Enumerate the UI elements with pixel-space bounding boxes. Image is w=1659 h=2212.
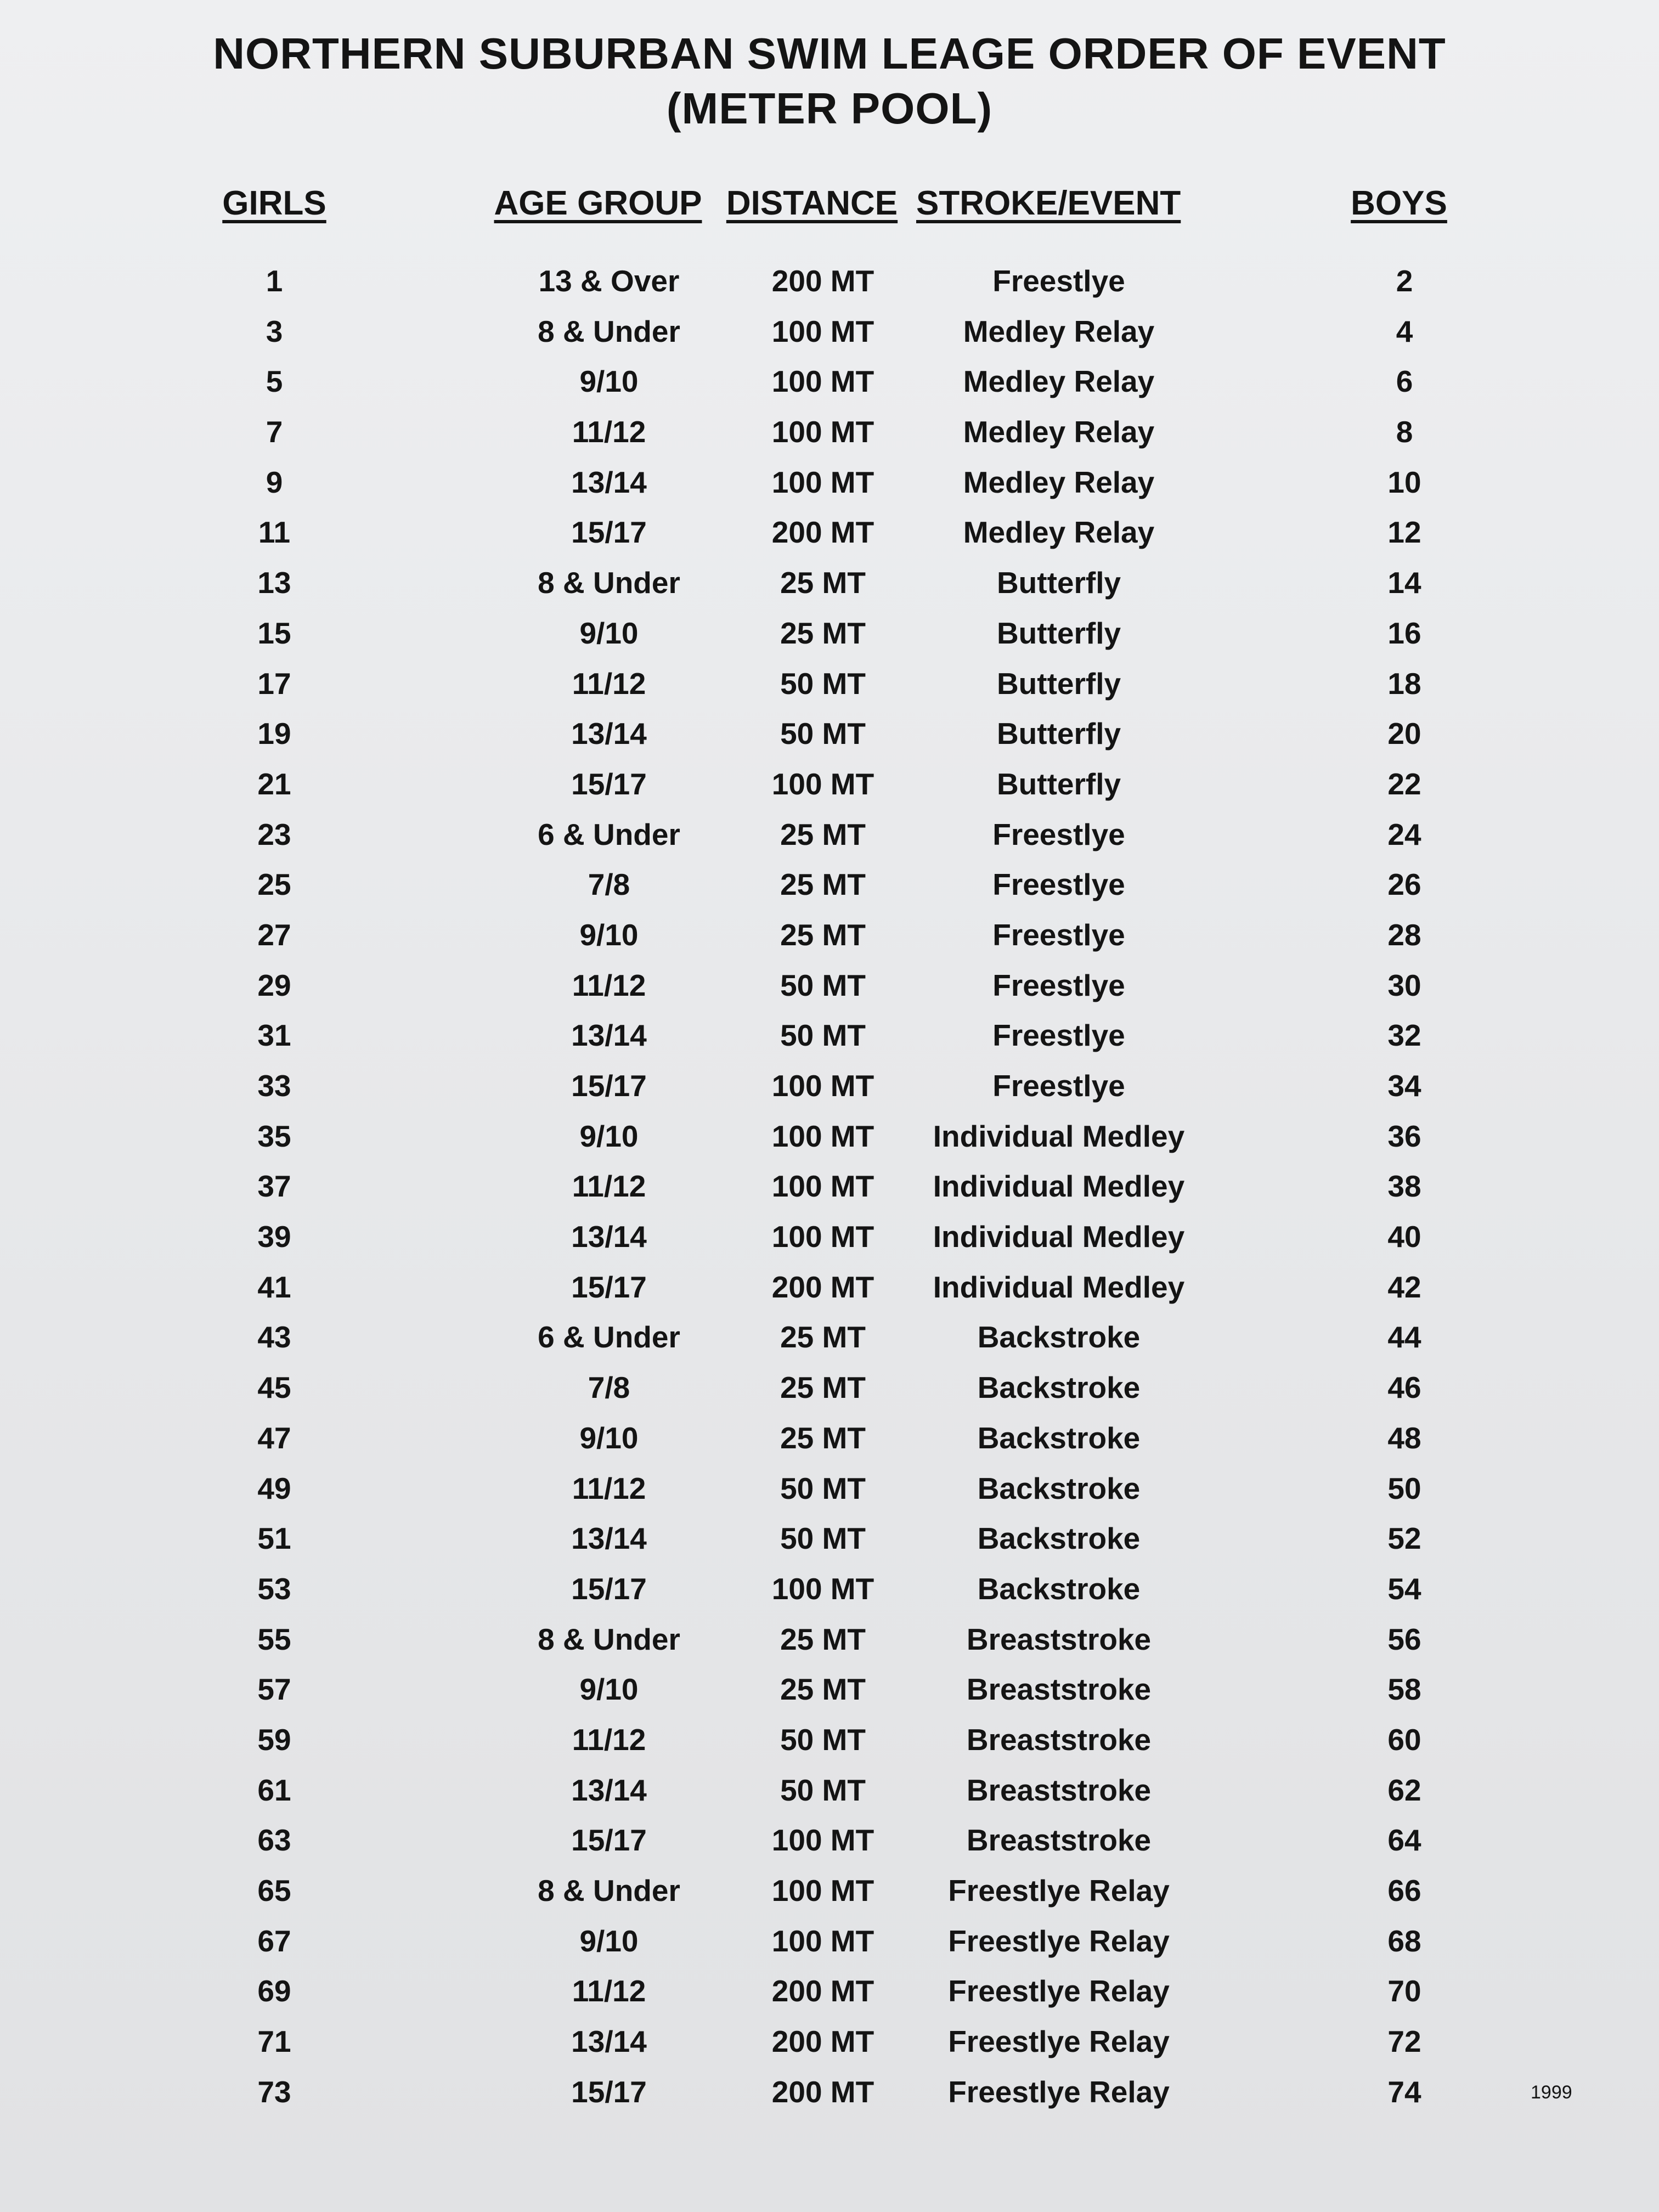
distance-cell: 100 MT bbox=[771, 465, 874, 499]
boys-event-number: 42 bbox=[1387, 1269, 1421, 1304]
girls-event-number: 31 bbox=[257, 1018, 291, 1053]
table-row bbox=[0, 861, 1659, 912]
table-row bbox=[0, 1415, 1659, 1465]
table-row bbox=[0, 962, 1659, 1013]
distance-cell: 100 MT bbox=[771, 1069, 874, 1103]
table-row bbox=[0, 1163, 1659, 1214]
event-table bbox=[0, 258, 1659, 2119]
distance-cell: 50 MT bbox=[780, 1722, 866, 1757]
stroke-event-cell: Freestlye bbox=[992, 264, 1125, 298]
girls-event-number: 23 bbox=[257, 817, 291, 851]
distance-cell: 25 MT bbox=[780, 1320, 866, 1355]
girls-event-number: 17 bbox=[257, 666, 291, 701]
table-row bbox=[0, 1666, 1659, 1717]
table-row bbox=[0, 1113, 1659, 1164]
boys-event-number: 10 bbox=[1387, 465, 1421, 499]
stroke-event-cell: Backstroke bbox=[977, 1420, 1141, 1455]
stroke-event-cell: Freestlye Relay bbox=[948, 2024, 1170, 2059]
age-group-cell: 11/12 bbox=[572, 1722, 646, 1757]
distance-cell: 200 MT bbox=[771, 2024, 874, 2059]
distance-cell: 50 MT bbox=[780, 666, 866, 701]
boys-event-number: 8 bbox=[1396, 415, 1413, 449]
distance-cell: 200 MT bbox=[771, 1269, 874, 1304]
stroke-event-cell: Freestlye bbox=[992, 1069, 1125, 1103]
distance-cell: 50 MT bbox=[780, 968, 866, 1002]
stroke-event-cell: Breaststroke bbox=[966, 1722, 1152, 1757]
table-row bbox=[0, 912, 1659, 962]
girls-event-number: 67 bbox=[257, 1923, 291, 1958]
stroke-event-cell: Medley Relay bbox=[963, 364, 1155, 399]
boys-event-number: 46 bbox=[1387, 1370, 1421, 1405]
header-girls: GIRLS bbox=[222, 184, 326, 222]
girls-event-number: 15 bbox=[257, 616, 291, 650]
table-row bbox=[0, 409, 1659, 459]
stroke-event-cell: Individual Medley bbox=[933, 1220, 1185, 1254]
boys-event-number: 16 bbox=[1387, 616, 1421, 650]
age-group-cell: 11/12 bbox=[572, 1169, 646, 1204]
girls-event-number: 73 bbox=[257, 2074, 291, 2109]
stroke-event-cell: Individual Medley bbox=[933, 1169, 1185, 1204]
boys-event-number: 22 bbox=[1387, 766, 1421, 801]
age-group-cell: 6 & Under bbox=[538, 1320, 680, 1355]
stroke-event-cell: Breaststroke bbox=[966, 1823, 1152, 1858]
girls-event-number: 13 bbox=[257, 566, 291, 600]
stroke-event-cell: Freestlye bbox=[992, 917, 1125, 952]
girls-event-number: 33 bbox=[257, 1069, 291, 1103]
age-group-cell: 15/17 bbox=[571, 2074, 647, 2109]
boys-event-number: 68 bbox=[1387, 1923, 1421, 1958]
boys-event-number: 64 bbox=[1387, 1823, 1421, 1858]
stroke-event-cell: Breaststroke bbox=[966, 1672, 1152, 1707]
age-group-cell: 11/12 bbox=[572, 666, 646, 701]
boys-event-number: 52 bbox=[1387, 1521, 1421, 1556]
distance-cell: 100 MT bbox=[771, 1169, 874, 1204]
age-group-cell: 8 & Under bbox=[538, 1874, 680, 1908]
boys-event-number: 14 bbox=[1387, 566, 1421, 600]
age-group-cell: 8 & Under bbox=[538, 1622, 680, 1656]
table-row bbox=[0, 1717, 1659, 1767]
age-group-cell: 13/14 bbox=[571, 465, 647, 499]
boys-event-number: 62 bbox=[1387, 1773, 1421, 1807]
header-distance: DISTANCE bbox=[726, 184, 898, 222]
table-row bbox=[0, 761, 1659, 811]
boys-event-number: 18 bbox=[1387, 666, 1421, 701]
stroke-event-cell: Medley Relay bbox=[963, 465, 1155, 499]
girls-event-number: 1 bbox=[266, 264, 283, 298]
girls-event-number: 69 bbox=[257, 1974, 291, 2008]
age-group-cell: 7/8 bbox=[588, 1370, 630, 1405]
boys-event-number: 28 bbox=[1387, 917, 1421, 952]
girls-event-number: 49 bbox=[257, 1471, 291, 1505]
age-group-cell: 13/14 bbox=[571, 1220, 647, 1254]
stroke-event-cell: Freestlye bbox=[992, 817, 1125, 851]
girls-event-number: 45 bbox=[257, 1370, 291, 1405]
distance-cell: 50 MT bbox=[780, 716, 866, 751]
boys-event-number: 40 bbox=[1387, 1220, 1421, 1254]
girls-event-number: 9 bbox=[266, 465, 283, 499]
age-group-cell: 13/14 bbox=[571, 1521, 647, 1556]
age-group-cell: 13/14 bbox=[571, 1018, 647, 1053]
boys-event-number: 4 bbox=[1396, 314, 1413, 348]
stroke-event-cell: Freestlye Relay bbox=[948, 2074, 1170, 2109]
boys-event-number: 2 bbox=[1396, 264, 1413, 298]
age-group-cell: 15/17 bbox=[571, 1069, 647, 1103]
age-group-cell: 9/10 bbox=[579, 1672, 639, 1707]
table-row bbox=[0, 1968, 1659, 2018]
age-group-cell: 7/8 bbox=[588, 867, 630, 902]
stroke-event-cell: Butterfly bbox=[996, 716, 1121, 751]
distance-cell: 25 MT bbox=[780, 1672, 866, 1707]
year-footnote: 1999 bbox=[1531, 2082, 1572, 2103]
distance-cell: 100 MT bbox=[771, 364, 874, 399]
girls-event-number: 25 bbox=[257, 867, 291, 902]
age-group-cell: 13/14 bbox=[571, 1773, 647, 1807]
girls-event-number: 63 bbox=[257, 1823, 291, 1858]
table-row bbox=[0, 1465, 1659, 1516]
boys-event-number: 30 bbox=[1387, 968, 1421, 1002]
table-row bbox=[0, 1867, 1659, 1918]
age-group-cell: 9/10 bbox=[579, 1923, 639, 1958]
boys-event-number: 38 bbox=[1387, 1169, 1421, 1204]
table-row bbox=[0, 358, 1659, 409]
table-row bbox=[0, 1616, 1659, 1667]
distance-cell: 100 MT bbox=[771, 1923, 874, 1958]
boys-event-number: 60 bbox=[1387, 1722, 1421, 1757]
age-group-cell: 9/10 bbox=[579, 1420, 639, 1455]
boys-event-number: 50 bbox=[1387, 1471, 1421, 1505]
stroke-event-cell: Freestlye Relay bbox=[948, 1923, 1170, 1958]
girls-event-number: 53 bbox=[257, 1571, 291, 1606]
table-row bbox=[0, 308, 1659, 359]
boys-event-number: 72 bbox=[1387, 2024, 1421, 2059]
table-row bbox=[0, 1063, 1659, 1113]
table-row bbox=[0, 560, 1659, 610]
stroke-event-cell: Butterfly bbox=[996, 566, 1121, 600]
stroke-event-cell: Individual Medley bbox=[933, 1119, 1185, 1153]
age-group-cell: 15/17 bbox=[571, 1571, 647, 1606]
table-row bbox=[0, 258, 1659, 308]
stroke-event-cell: Freestlye bbox=[992, 867, 1125, 902]
table-row bbox=[0, 1012, 1659, 1063]
girls-event-number: 51 bbox=[257, 1521, 291, 1556]
stroke-event-cell: Breaststroke bbox=[966, 1773, 1152, 1807]
girls-event-number: 39 bbox=[257, 1220, 291, 1254]
boys-event-number: 32 bbox=[1387, 1018, 1421, 1053]
distance-cell: 25 MT bbox=[780, 1370, 866, 1405]
table-row bbox=[0, 459, 1659, 510]
table-row bbox=[0, 509, 1659, 560]
stroke-event-cell: Freestlye Relay bbox=[948, 1874, 1170, 1908]
table-row bbox=[0, 1515, 1659, 1566]
table-row bbox=[0, 710, 1659, 761]
age-group-cell: 11/12 bbox=[572, 415, 646, 449]
distance-cell: 25 MT bbox=[780, 566, 866, 600]
age-group-cell: 9/10 bbox=[579, 1119, 639, 1153]
table-row bbox=[0, 1314, 1659, 1364]
distance-cell: 50 MT bbox=[780, 1018, 866, 1053]
girls-event-number: 27 bbox=[257, 917, 291, 952]
stroke-event-cell: Butterfly bbox=[996, 766, 1121, 801]
table-row bbox=[0, 811, 1659, 862]
age-group-cell: 9/10 bbox=[579, 917, 639, 952]
boys-event-number: 54 bbox=[1387, 1571, 1421, 1606]
boys-event-number: 24 bbox=[1387, 817, 1421, 851]
girls-event-number: 61 bbox=[257, 1773, 291, 1807]
table-row bbox=[0, 1767, 1659, 1818]
boys-event-number: 58 bbox=[1387, 1672, 1421, 1707]
distance-cell: 50 MT bbox=[780, 1471, 866, 1505]
document-subtitle: (METER POOL) bbox=[666, 84, 993, 133]
girls-event-number: 59 bbox=[257, 1722, 291, 1757]
distance-cell: 100 MT bbox=[771, 314, 874, 348]
girls-event-number: 57 bbox=[257, 1672, 291, 1707]
age-group-cell: 9/10 bbox=[579, 616, 639, 650]
distance-cell: 25 MT bbox=[780, 917, 866, 952]
table-row bbox=[0, 2069, 1659, 2119]
header-boys: BOYS bbox=[1351, 184, 1447, 222]
stroke-event-cell: Butterfly bbox=[996, 616, 1121, 650]
stroke-event-cell: Breaststroke bbox=[966, 1622, 1152, 1656]
age-group-cell: 13/14 bbox=[571, 2024, 647, 2059]
boys-event-number: 56 bbox=[1387, 1622, 1421, 1656]
boys-event-number: 66 bbox=[1387, 1874, 1421, 1908]
distance-cell: 50 MT bbox=[780, 1773, 866, 1807]
distance-cell: 100 MT bbox=[771, 1823, 874, 1858]
distance-cell: 25 MT bbox=[780, 1622, 866, 1656]
age-group-cell: 11/12 bbox=[572, 1471, 646, 1505]
stroke-event-cell: Butterfly bbox=[996, 666, 1121, 701]
distance-cell: 200 MT bbox=[771, 2074, 874, 2109]
distance-cell: 200 MT bbox=[771, 264, 874, 298]
distance-cell: 25 MT bbox=[780, 616, 866, 650]
age-group-cell: 15/17 bbox=[571, 1823, 647, 1858]
distance-cell: 100 MT bbox=[771, 1874, 874, 1908]
stroke-event-cell: Backstroke bbox=[977, 1521, 1141, 1556]
girls-event-number: 35 bbox=[257, 1119, 291, 1153]
boys-event-number: 12 bbox=[1387, 515, 1421, 550]
boys-event-number: 48 bbox=[1387, 1420, 1421, 1455]
distance-cell: 25 MT bbox=[780, 1420, 866, 1455]
girls-event-number: 3 bbox=[266, 314, 283, 348]
stroke-event-cell: Freestlye bbox=[992, 968, 1125, 1002]
distance-cell: 25 MT bbox=[780, 817, 866, 851]
distance-cell: 100 MT bbox=[771, 415, 874, 449]
age-group-cell: 15/17 bbox=[571, 1269, 647, 1304]
age-group-cell: 15/17 bbox=[571, 766, 647, 801]
document-title: NORTHERN SUBURBAN SWIM LEAGE ORDER OF EVENT bbox=[213, 29, 1446, 78]
table-row bbox=[0, 1918, 1659, 1968]
boys-event-number: 36 bbox=[1387, 1119, 1421, 1153]
age-group-cell: 11/12 bbox=[572, 1974, 646, 2008]
boys-event-number: 20 bbox=[1387, 716, 1421, 751]
distance-cell: 200 MT bbox=[771, 1974, 874, 2008]
header-stroke-event: STROKE/EVENT bbox=[916, 184, 1181, 222]
girls-event-number: 5 bbox=[266, 364, 283, 399]
header-age-group: AGE GROUP bbox=[494, 184, 702, 222]
stroke-event-cell: Backstroke bbox=[977, 1320, 1141, 1355]
boys-event-number: 26 bbox=[1387, 867, 1421, 902]
girls-event-number: 43 bbox=[257, 1320, 291, 1355]
stroke-event-cell: Backstroke bbox=[977, 1370, 1141, 1405]
age-group-cell: 11/12 bbox=[572, 968, 646, 1002]
table-row bbox=[0, 610, 1659, 661]
girls-event-number: 71 bbox=[257, 2024, 291, 2059]
age-group-cell: 13 & Over bbox=[538, 264, 680, 298]
distance-cell: 100 MT bbox=[771, 1571, 874, 1606]
stroke-event-cell: Medley Relay bbox=[963, 515, 1155, 550]
girls-event-number: 29 bbox=[257, 968, 291, 1002]
table-row bbox=[0, 661, 1659, 711]
boys-event-number: 74 bbox=[1387, 2074, 1421, 2109]
distance-cell: 100 MT bbox=[771, 766, 874, 801]
stroke-event-cell: Freestlye bbox=[992, 1018, 1125, 1053]
age-group-cell: 8 & Under bbox=[538, 566, 680, 600]
girls-event-number: 7 bbox=[266, 415, 283, 449]
girls-event-number: 65 bbox=[257, 1874, 291, 1908]
distance-cell: 200 MT bbox=[771, 515, 874, 550]
age-group-cell: 15/17 bbox=[571, 515, 647, 550]
stroke-event-cell: Freestlye Relay bbox=[948, 1974, 1170, 2008]
boys-event-number: 6 bbox=[1396, 364, 1413, 399]
boys-event-number: 34 bbox=[1387, 1069, 1421, 1103]
table-row bbox=[0, 1364, 1659, 1415]
distance-cell: 25 MT bbox=[780, 867, 866, 902]
table-row bbox=[0, 1566, 1659, 1616]
girls-event-number: 21 bbox=[257, 766, 291, 801]
stroke-event-cell: Medley Relay bbox=[963, 415, 1155, 449]
table-row bbox=[0, 1817, 1659, 1867]
boys-event-number: 70 bbox=[1387, 1974, 1421, 2008]
girls-event-number: 47 bbox=[257, 1420, 291, 1455]
boys-event-number: 44 bbox=[1387, 1320, 1421, 1355]
distance-cell: 100 MT bbox=[771, 1220, 874, 1254]
distance-cell: 100 MT bbox=[771, 1119, 874, 1153]
age-group-cell: 6 & Under bbox=[538, 817, 680, 851]
girls-event-number: 11 bbox=[258, 515, 291, 550]
girls-event-number: 41 bbox=[257, 1269, 291, 1304]
stroke-event-cell: Individual Medley bbox=[933, 1269, 1185, 1304]
age-group-cell: 8 & Under bbox=[538, 314, 680, 348]
age-group-cell: 13/14 bbox=[571, 716, 647, 751]
stroke-event-cell: Medley Relay bbox=[963, 314, 1155, 348]
table-row bbox=[0, 2018, 1659, 2069]
girls-event-number: 37 bbox=[257, 1169, 291, 1204]
girls-event-number: 19 bbox=[257, 716, 291, 751]
stroke-event-cell: Backstroke bbox=[977, 1571, 1141, 1606]
table-row bbox=[0, 1214, 1659, 1264]
distance-cell: 50 MT bbox=[780, 1521, 866, 1556]
table-row bbox=[0, 1264, 1659, 1314]
age-group-cell: 9/10 bbox=[579, 364, 639, 399]
girls-event-number: 55 bbox=[257, 1622, 291, 1656]
stroke-event-cell: Backstroke bbox=[977, 1471, 1141, 1505]
